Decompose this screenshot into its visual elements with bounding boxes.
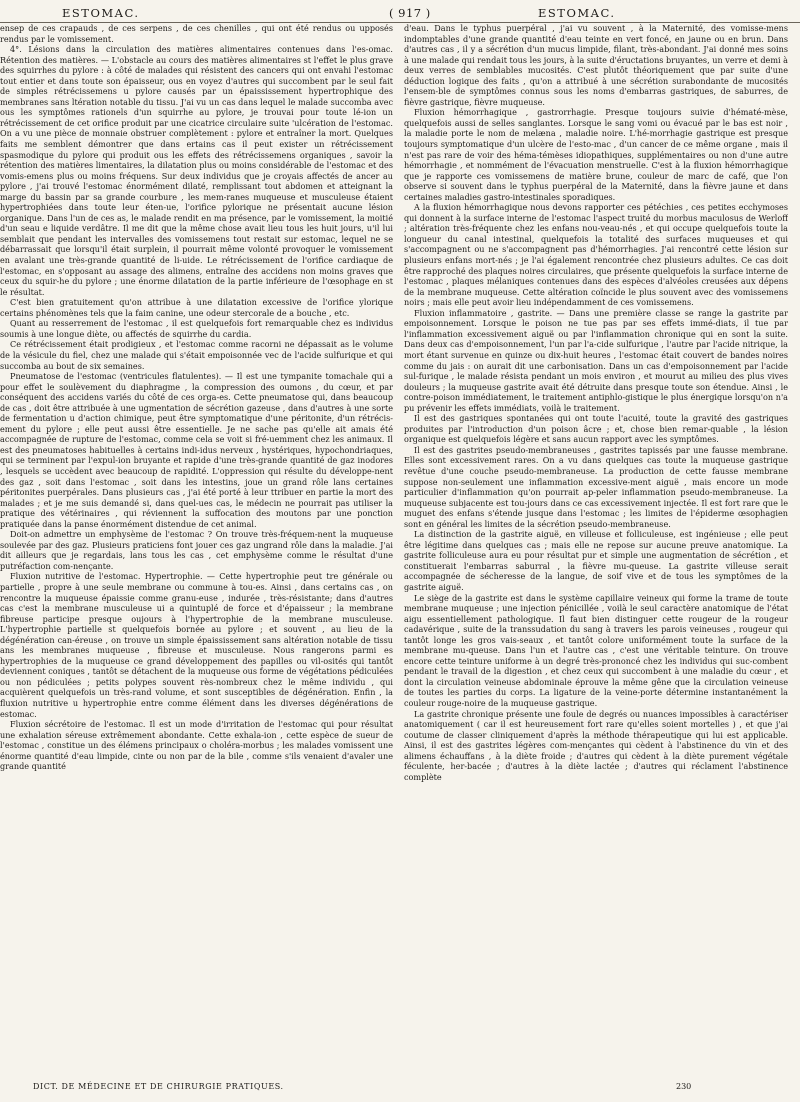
right-column (404, 23, 788, 1080)
paragraph: La gastrite chronique présente une foule de degrés ou nuances impossibles à caractériser anatomiquement ( car il est heureusement fort rare qu'elles soient mortelles ) , et que j'ai coutume de classer cliniquement d'après la méthode thérapeutique qui lui est applicable. Ainsi, il est des gastrites légères com-mençantes qui cèdent à l'abstinence du vin et des alimens échauffans , à la diète froide ; d'autres qui cèdent à la diète purement végétale féculente, her-bacée ; d'autres à la diète lactée ; d'autres qui réclament l'abstinence complète (404, 708, 788, 782)
footer-signature: DICT. DE MÉDECINE ET DE CHIRURGIE PRATIQUES. (33, 1082, 284, 1091)
paragraph: Fluxion inflammatoire , gastrite. — Dans une première classe se range la gastrite par empoisonnement. Lorsque le poison ne tue pas par ses effets immé-diats, il tue par l'inflammation excessivement aiguë ou par l'inflammation chronique qui en sont la suite. Dans deux cas d'empoisonnement, l'un par l'a-cide sulfurique , l'autre par l'acide nitrique, la mort étant survenue en quinze ou dix-huit heures , l'estomac était couvert de bandes noires comme du jais : on aurait dit une carbonisation. Dans un cas d'empoisonnement par l'acide sul-furique , le malade résista pendant un mois environ , et mourut au milieu des plus vives douleurs ; la muqueuse gastrite avait été détruite dans presque toute son étendue. Ainsi , le contre-poison immédiatement, le traitement antiphlo-gistique le plus énergique lorsqu'on n'a pu prévenir les effets immédiats, voilà le traitement. (404, 307, 788, 413)
paragraph: Ce rétrécissement était prodigieux , et l'estomac comme racorni ne dépassait as le volume de la vésicule du fiel, chez une malade qui s'était empoisonnée vec de l'acide sulfurique et qui succomba au bout de six semaines. (0, 339, 393, 371)
paragraph: C'est bien gratuitement qu'on attribue à une dilatation excessive de l'orifice ylorique certains phénomènes tels que la faim canine, une odeur stercorale de a bouche , etc. (0, 297, 393, 318)
paragraph: Il est des gastrites pseudo-membraneuses , gastrites tapissés par une fausse membrane. Elles sont excessivement rares. On a vu dans quelques cas toute la muqueuse gastrique revêtue d'une couche pseudo-membraneuse. La production de cette fausse membrane suppose non-seulement une inflammation excessive-ment aiguë , mais encore un mode particulier d'inflammation qu'on pourrait ap-peler inflammation pseudo-membraneuse. La muqueuse subjacente est tou-jours dans ce cas excessivement injectée. Il est fort rare que le muguet des enfans s'étende jusque dans l'estomac ; les limites de l'épiderme œsophagien sont en général les limites de la sécrétion pseudo-membraneuse. (404, 444, 788, 529)
paragraph: ensep de ces crapauds , de ces serpens , de ces chenilles , qui ont été rendus ou upposés rendus par le vomissement. (0, 23, 393, 44)
paragraph: Quant au resserrement de l'estomac , il est quelquefois fort remarquable chez es individus soumis à une longue diète, ou affectés de squirrhe du cardia. (0, 318, 393, 339)
left-column (0, 23, 393, 1080)
paragraph: Fluxion sécrétoire de l'estomac. Il est un mode d'irritation de l'estomac qui pour résultat une exhalation séreuse extrêmement abondante. Cette exhala-ion , cette espèce de sueur de l'estomac , constitue un des élémens principaux o choléra-morbus ; les malades vomissent une énorme quantité d'eau limpide, cinte ou non par de la bile , comme s'ils venaient d'avaler une grande quantité (0, 719, 393, 772)
paragraph: 4°. Lésions dans la circulation des matières alimentaires contenues dans l'es-omac. Rétention des matières. — L'obstacle au cours des matières alimentaires st l'effet le plus grave des squirrhes du pylore : à côté de malades qui résistent des cancers qui ont envahi l'estomac tout entier et dans toute son épaisseur, ous en voyez d'autres qui succombent par le seul fait de simples rétrécissemens u pylore causés par un épaississement hypertrophique des membranes sans ltération notable du tissu. J'ai vu un cas dans lequel le malade succomba avec ous les symptômes rationels d'un squirrhe au pylore, je trouvai pour toute lé-ion un rétrécissement de cet orifice produit par une cicatrice circulaire suite 'ulcération de l'estomac. On a vu une pièce de monnaie obstruer complètement : pylore et entraîner la mort. Quelques faits me semblent démontrer que dans ertains cas il peut exister un rétrécissement spasmodique du pylore qui produit ous les effets des rétrécissemens organiques , savoir la rétention des matières limentaires, la dilatation plus ou moins considérable de l'estomac et des vomis-emens plus ou moins fréquens. Sur deux individus que je croyais affectés de ancer au pylore , j'ai trouvé l'estomac énormément dilaté, remplissant tout abdomen et atteignant la marge du bassin par sa grande courbure , les mem-ranes muqueuse et musculeuse étaient hypertrophiées dans toute leur éten-ue, l'orifice pylorique ne présentait aucune lésion organique. Dans l'un de ces as, le malade rendit en ma présence, par le vomissement, la moitié d'un seau e liquide verdâtre. Il me dit que la même chose avait lieu tous les huit jours, u'il lui semblait que pendant les intervalles des vomissemens tout restait sur estomac, lequel ne se débarrassait que lorsqu'il était surplein, il pourrait même volonté provoquer le vomissement en avalant une très-grande quantité de li-uide. Le rétrécissement de l'orifice cardiaque de l'estomac, en s'opposant au assage des alimens, entraîne des accidens non moins graves que ceux du squir-he du pylore ; une énorme dilatation de la partie inférieure de l'œsophage en st le résultat. (0, 44, 393, 297)
page-number: 230 (676, 1082, 692, 1091)
paragraph: Le siège de la gastrite est dans le système capillaire veineux qui forme la trame de toute membrane muqueuse ; une injection pénicillée , voilà le seul caractère anatomique de l'état aigu essentiellement pathologique. Il faut bien distinguer cette rougeur de la rougeur cadavérique , suite de la transsudation du sang à travers les parois veineuses , rougeur qui tantôt longe les gros vais-seaux , et tantôt colore uniformément toute la surface de la membrane mu-queuse. Dans l'un et l'autre cas , c'est une véritable teinture. On trouve encore cette teinture uniforme à un degré très-prononcé chez les individus qui suc-combent pendant le travail de la digestion , et chez ceux qui succombent à une maladie du cœur , et dont la circulation veineuse abdominale éprouve la même gêne que la circulation veineuse de toutes les parties du corps. La ligature de la veine-porte détermine instantanément la couleur rouge-noire de la muqueuse gastrique. (404, 592, 788, 708)
page-footer (0, 1082, 800, 1098)
header-left-title: ESTOMAC. (62, 6, 140, 20)
paragraph: Pneumatose de l'estomac (ventricules flatulentes). — Il est une tympanite tomachale qui a pour effet le soulèvement du diaphragme , la compression des oumons , du cœur, et par conséquent des accidens variés du côté de ces orga-es. Cette pneumatose qui, dans beaucoup de cas , doit être attribuée à une ugmentation de sécrétion gazeuse , dans d'autres à une sorte de fermentation u d'action chimique, peut être symptomatique d'une péritonite, d'un rétrécis-ement du pylore ; elle peut aussi être essentielle. Je ne sache pas qu'elle ait amais été accompagnée de rupture de l'estomac, comme cela se voit si fré-uemment chez les animaux. Il est des pneumatoses habituelles à certains indi-idus nerveux , hystériques, hypochondriaques, qui se terminent par l'expul-ion bruyante et rapide d'une très-grande quantité de gaz inodores , lesquels se uccèdent avec beaucoup de rapidité. L'oppression qui résulte du développe-nent des gaz , soit dans l'estomac , soit dans les intestins, joue un grand rôle lans certaines péritonites puerpérales. Dans plusieurs cas , j'ai été porté à leur ttribuer en partie la mort des malades ; et je me suis demandé si, dans quel-ues cas, le médecin ne pourrait pas utiliser la pratique des vétérinaires , qui réviennent la suffocation des moutons par une ponction pratiquée dans la panse énormément distendue de cet animal. (0, 371, 393, 529)
paragraph: Fluxion hémorrhagique , gastrorrhagie. Presque toujours suivie d'hématé-mèse, quelquefois aussi de selles sanglantes. Lorsque le sang vomi ou évacué par le bas est noir , la maladie porte le nom de melæna , maladie noire. L'hé-morrhagie gastrique est presque toujours symptomatique d'un ulcère de l'esto-mac , d'un cancer de ce même organe , mais il n'est pas rare de voir des héma-témèses idiopathiques, supplémentaires ou non d'une autre hémorrhagie , et nommément de l'évacuation menstruelle. C'est à la fluxion hémorrhagique que je rapporte ces vomissemens de matière brune, couleur de marc de café, que l'on observe si souvent dans le typhus puerpéral de la Maternité, dans la fièvre jaune et dans certaines maladies gastro-intestinales sporadiques. (404, 107, 788, 202)
paragraph: Il est des gastriques spontanées qui ont toute l'acuité, toute la gravité des gastriques produites par l'introduction d'un poison âcre ; et, chose bien remar-quable , la lésion organique est quelquefois légère et sans aucun rapport avec les symptômes. (404, 413, 788, 445)
paragraph: Doit-on admettre un emphysème de l'estomac ? On trouve très-fréquem-nent la muqueuse soulevée par des gaz. Plusieurs praticiens font jouer ces gaz ungrand rôle dans la maladie. J'ai dit ailleurs que je regardais, lans tous les cas , cet emphysème comme le résultat d'une putréfaction com-nençante. (0, 529, 393, 571)
paragraph: d'eau. Dans le typhus puerpéral , j'ai vu souvent , à la Maternité, des vomisse-mens indomptables d'une grande quantité d'eau teinte en vert foncé, en jaune ou en brun. Dans d'autres cas , il y a sécrétion d'un mucus limpide, filant, très-abondant. J'ai donné mes soins à une malade qui rendait tous les jours, à la suite d'éructations bruyantes, un verre et demi à deux verres de semblables mucosités. C'est plutôt théoriquement que par suite d'une déduction logique des faits , qu'on a attribué à une sécrétion surabondante de mucosités l'ensem-ble de symptômes connus sous les noms d'embarras gastriques, de saburres, de fièvre gastrique, fièvre muqueuse. (404, 23, 788, 107)
header-page-ref: ( 917 ) (389, 6, 431, 20)
header-right-title: ESTOMAC. (538, 6, 616, 20)
paragraph: La distinction de la gastrite aiguë, en villeuse et folliculeuse, est ingénieuse ; elle peut être légitime dans quelques cas ; mais elle ne repose sur aucune preuve anatomique. La gastrite folliculeuse aura eu pour résultat pur et simple une augmentation de sécrétion , et constituerait l'embarras saburral , la fièvre mu-queuse. La gastrite villeuse serait accompagnée de sécheresse de la langue, de soif vive et de tous les symptômes de la gastrite aiguë. (404, 529, 788, 592)
paragraph: Fluxion nutritive de l'estomac. Hypertrophie. — Cette hypertrophie peut tre générale ou partielle , propre à une seule membrane ou commune à tou-es. Ainsi , dans certains cas , on rencontre la muqueuse épaissie comme granu-euse , indurée , très-résistante; dans d'autres cas c'est la membrane musculeuse ui a quintuplé de force et d'épaisseur ; la membrane fibreuse participe presque oujours à l'hypertrophie de la membrane musculeuse. L'hypertrophie partielle st quelquefois bornée au pylore ; et souvent , au lieu de la dégénération can-éreuse , on trouve un simple épaississement sans altération notable de tissu ans les membranes muqueuse , fibreuse et musculeuse. Nous rangerons parmi es hypertrophies de la muqueuse ce grand développement des papilles ou vil-osités qui tantôt deviennent coniques , tantôt se détachent de la muqueuse ous forme de végétations pédiculées ou non pédiculées ; petits polypes souvent rès-nombreux chez le même individu , qui acquièrent quelquefois un très-rand volume, et sont susceptibles de dégénération. Enfin , la fluxion nutritive u hypertrophie entre comme élément dans les diverses dégénérations de estomac. (0, 571, 393, 719)
paragraph: A la fluxion hémorrhagique nous devons rapporter ces pétéchies , ces petites ecchymoses qui donnent à la surface interne de l'estomac l'aspect truité du morbus maculosus de Werloff ; altération très-fréquente chez les enfans nou-veau-nés , et qui occupe quelquefois toute la longueur du canal intestinal, quelquefois la totalité des surfaces muqueuses et qui s'accompagnent ou ne s'accompagnent pas d'hémorrhagies. J'ai rencontré cette lésion sur plusieurs enfans mort-nés ; je l'ai également rencontrée chez plusieurs adultes. Ce cas doit être rapproché des plaques noires circulaires, que présente quelquefois la surface interne de l'estomac , plaques mélaniques contenues dans des espèces d'alvéoles creusées aux dépens de la membrane muqueuse. Cette altération coïncide le plus souvent avec des vomissemens noirs ; mais elle peut avoir lieu indépendamment de ces vomissemens. (404, 202, 788, 308)
